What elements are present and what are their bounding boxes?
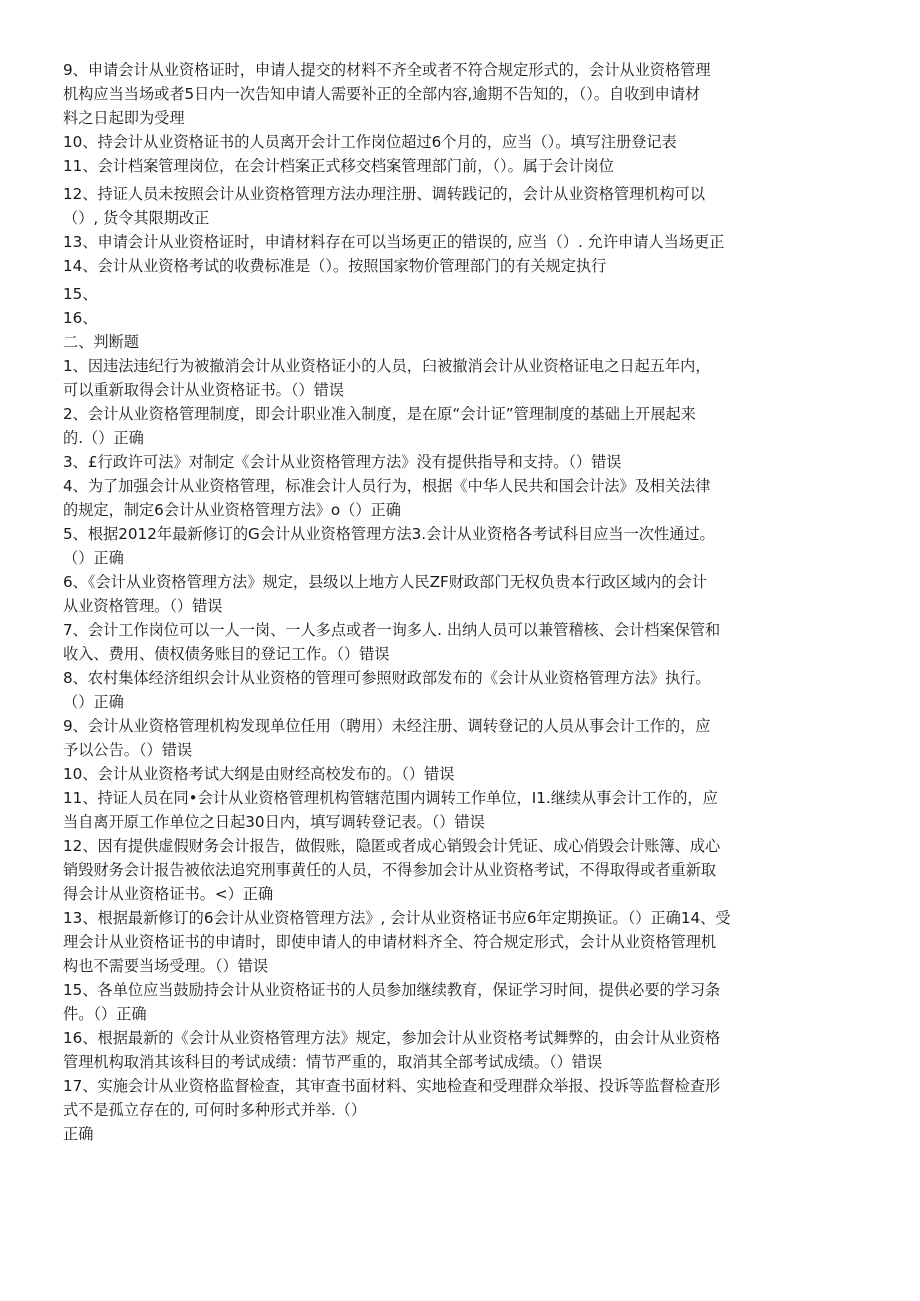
text-line: 的规定，制定6会计从业资格管理方法》o（）正确 (63, 501, 401, 519)
text-line: 17、实施会计从业资格监督检查，其审查书面材料、实地检查和受理群众举报、投诉等监督检查形 (63, 1077, 721, 1095)
text-line: 1、因违法违纪行为被撤消会计从业资格证小的人员，臼被撤消会计从业资格证电之日起五年内， (63, 357, 711, 375)
text-line: 可以重新取得会计从业资格证书。（）错误 (63, 381, 344, 399)
text-line: 3、£行政许可法》对制定《会计从业资格管理方法》没有提供指导和支持。（）错误 (63, 453, 622, 471)
section-heading: 二、判断题 (63, 333, 139, 351)
text-line: 10、持会计从业资格证书的人员离开会计工作岗位超过6个月的，应当（）。填写注册登记表 (63, 133, 677, 151)
text-line: 12、因有提供虚假财务会计报告，做假账，隐匿或者成心销毁会计凭证、成心俏毁会计账簿、成心 (63, 837, 721, 855)
text-line: （）正确 (63, 549, 124, 567)
text-line: 5、根据2012年最新修订的G会计从业资格管理方法3.会计从业资格各考试科目应当一次性通过。 (63, 525, 715, 543)
text-line: 8、农村集体经济组织会计从业资格的管理可参照财政部发布的《会计从业资格管理方法》执行。 (63, 669, 711, 687)
text-line: 管理机构取消其该科目的考试成绩：情节严重的，取消其全部考试成绩。（）错误 (63, 1053, 603, 1071)
text-line: 式不是孤立存在的, 可何时多种形式并举.（） (63, 1101, 367, 1119)
text-line: 收入、费用、债权债务账目的登记工作。（）错误 (63, 645, 390, 663)
text-line: 的.（）正确 (63, 429, 144, 447)
text-line: 销毁财务会计报告被依法追究刑事黄任的人员，不得参加会计从业资格考试，不得取得或者重新取 (63, 861, 717, 879)
text-line: 9、申请会计从业资格证时，申请人提交的材料不齐全或者不符合规定形式的，会计从业资格管理 (63, 61, 711, 79)
text-line: （）, 货令其限期改正 (63, 209, 210, 227)
text-line: 理会计从业资格证书的申请时，即使申请人的申请材料齐全、符合规定形式，会计从业资格管理机 (63, 933, 717, 951)
text-line: 16、根据最新的《会计从业资格管理方法》规定，参加会计从业资格考试舞弊的，由会计从业资格 (63, 1029, 721, 1047)
text-line: 14、会计从业资格考试的收费标准是（）。按照国家物价管理部门的有关规定执行 (63, 257, 607, 275)
text-line: 正确 (63, 1125, 94, 1143)
text-line: 机构应当当场或者5日内一次告知申请人需要补正的全部内容,逾期不告知的，（）。自收到申请材 (63, 85, 701, 103)
text-line: 15、 (63, 285, 98, 303)
text-line: 12、持证人员未按照会计从业资格管理方法办理注册、调转践记的，会计从业资格管理机构可以 (63, 185, 706, 203)
text-line: （）正确 (63, 693, 124, 711)
text-line: 15、各单位应当鼓励持会计从业资格证书的人员参加继续教育，保证学习时间，提供必要的学习条 (63, 981, 721, 999)
text-line: 2、会计从业资格管理制度，即会计职业准入制度，是在原“会计证”管理制度的基础上开展起来 (63, 405, 696, 423)
text-line: 10、会计从业资格考试大纲是由财经高校发布的。（）错误 (63, 765, 455, 783)
text-line: 件。（）正确 (63, 1005, 147, 1023)
text-line: 料之日起即为受理 (63, 109, 185, 127)
text-line: 从业资格管理。（）错误 (63, 597, 223, 615)
text-line: 构也不需要当场受理。（）错误 (63, 957, 269, 975)
text-line: 6、《会计从业资格管理方法》规定，县级以上地方人民ZF财政部门无权负贵本行政区域内的会计 (63, 573, 707, 591)
text-line: 当自离开原工作单位之日起30日内，填写调转登记表。（）错误 (63, 813, 485, 831)
document-body (63, 58, 863, 1146)
text-line: 7、会计工作岗位可以一人一岗、一人多点或者一询多人. 出纳人员可以兼管稽核、会计档案保管和 (63, 621, 721, 639)
text-line: 得会计从业资格证书。<）正确 (63, 885, 274, 903)
text-line: 16、 (63, 309, 98, 327)
text-line: 13、根据最新修订的6会计从业资格管理方法》, 会计从业资格证书应6年定期换证。（）正确14、受 (63, 909, 731, 927)
text-line: 13、申请会计从业资格证时，申请材料存在可以当场更正的错误的, 应当（）. 允许申请人当场更正 (63, 233, 725, 251)
text-line: 予以公告。（）错误 (63, 741, 193, 759)
text-line: 11、会计档案管理岗位，在会计档案正式移交档案管理部门前，（）。属于会计岗位 (63, 157, 614, 175)
text-line: 9、会计从业资格管理机构发现单位任用（聘用）未经注册、调转登记的人员从事会计工作的，应 (63, 717, 711, 735)
text-line: 11、持证人员在同•会计从业资格管理机构管辖范围内调转工作单位，I1.继续从事会计工作的，应 (63, 789, 718, 807)
text-line: 4、为了加强会计从业资格管理，标准会计人员行为，根据《中华人民共和国会计法》及相关法律 (63, 477, 711, 495)
